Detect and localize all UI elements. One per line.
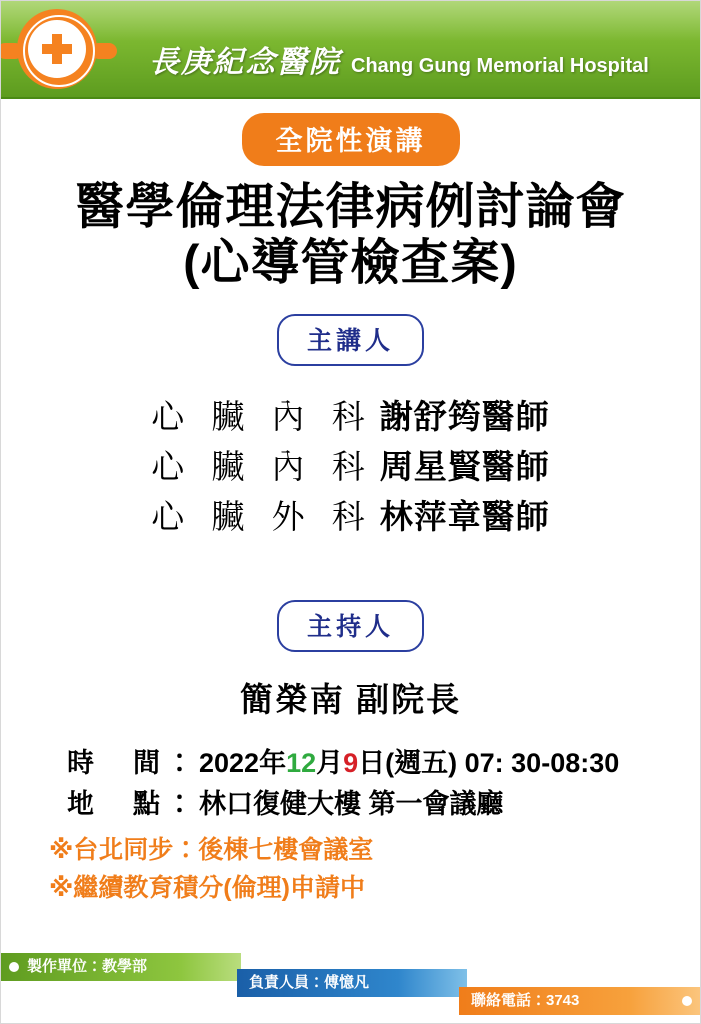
footer-contact-phone: 聯絡電話：3743 xyxy=(459,987,701,1015)
note-line: ※繼續教育積分(倫理)申請中 xyxy=(49,873,365,902)
speaker-department: 心 臟 內 科 xyxy=(151,397,374,435)
host-name: 簡榮南 副院長 xyxy=(239,681,462,719)
list-item xyxy=(19,392,682,442)
note-line: ※台北同步：後棟七樓會議室 xyxy=(49,836,374,865)
speaker-name: 謝舒筠醫師 xyxy=(379,397,550,435)
event-notes xyxy=(19,832,682,907)
footer-responsible-person: 負責人員：傅憶凡 xyxy=(237,969,467,997)
speaker-department: 心 臟 內 科 xyxy=(151,447,374,485)
list-item xyxy=(19,442,682,492)
event-category-badge: 全院性演講 xyxy=(242,113,460,166)
hospital-name-en: Chang Gung Memorial Hospital xyxy=(351,55,649,77)
event-details xyxy=(19,743,682,824)
event-place-line xyxy=(67,784,682,825)
host-section-label: 主持人 xyxy=(277,600,424,652)
place-label: 地 點： xyxy=(67,788,199,819)
page-title xyxy=(19,180,682,292)
time-month: 12 xyxy=(286,748,317,779)
hospital-logo xyxy=(17,9,129,89)
time-range: (週五) 07: 30-08:30 xyxy=(385,748,620,779)
speaker-name: 周星賢醫師 xyxy=(379,447,550,485)
list-item xyxy=(19,492,682,542)
hospital-name-zh: 長庚紀念醫院 xyxy=(149,46,341,79)
time-label: 時 間： xyxy=(67,748,199,779)
time-month-unit: 月 xyxy=(316,748,344,779)
title-line-2: (心導管檢查案) xyxy=(183,235,518,290)
time-day: 9 xyxy=(343,748,359,779)
place-value: 林口復健大樓 第一會議廳 xyxy=(199,788,504,819)
title-line-1: 醫學倫理法律病例討論會 xyxy=(75,180,626,234)
poster-body xyxy=(1,99,700,907)
host-section xyxy=(19,578,682,721)
footer-producer: 製作單位：教學部 xyxy=(1,953,241,981)
speaker-department: 心 臟 外 科 xyxy=(151,498,374,536)
time-year: 2022年 xyxy=(199,748,287,779)
speaker-list xyxy=(19,392,682,542)
time-day-unit: 日 xyxy=(358,748,386,779)
poster-header xyxy=(1,1,700,99)
hospital-name-block xyxy=(149,37,649,81)
event-time-line xyxy=(67,743,682,784)
poster-footer xyxy=(1,949,700,1023)
logo-ring-icon xyxy=(23,15,95,87)
speaker-section-label: 主講人 xyxy=(277,314,424,366)
speaker-name: 林萍章醫師 xyxy=(379,498,550,536)
